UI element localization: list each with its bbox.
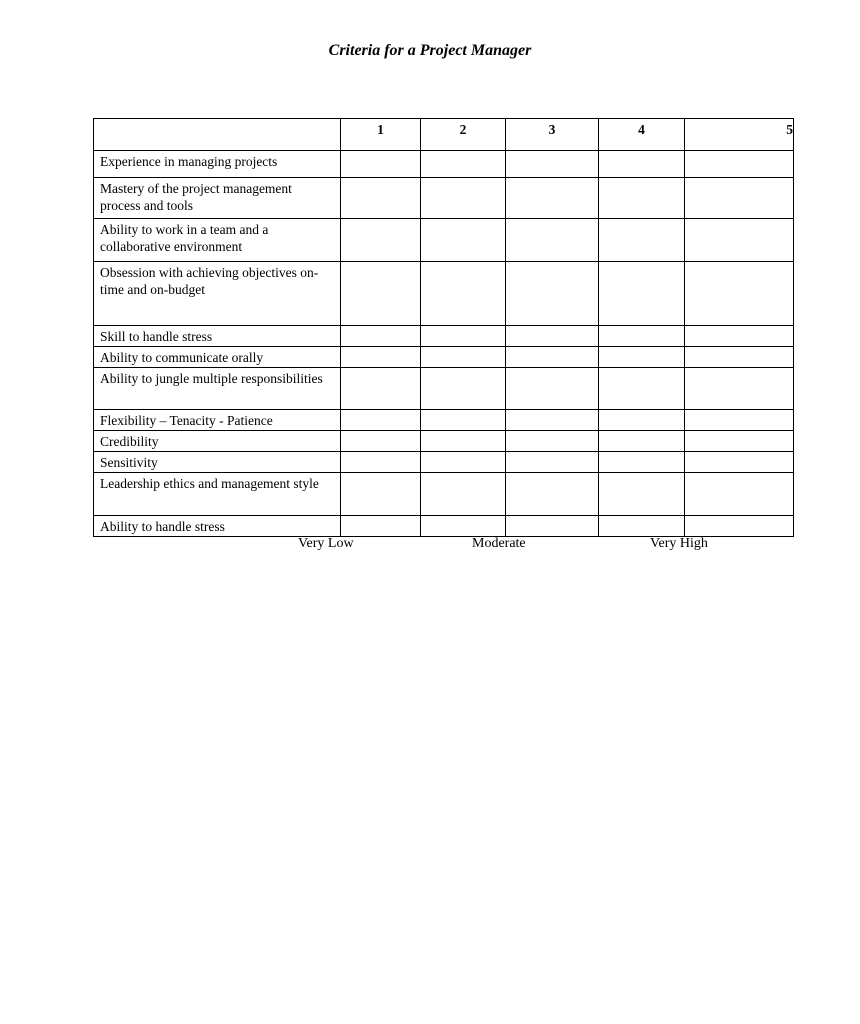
table-row — [94, 178, 794, 219]
criterion-label: Ability to communicate orally — [94, 347, 341, 368]
rating-cell[interactable] — [685, 347, 794, 368]
rating-header-4: 4 — [599, 119, 685, 151]
rating-cell[interactable] — [685, 262, 794, 326]
table-row — [94, 473, 794, 516]
rating-cell[interactable] — [599, 347, 685, 368]
rating-cell[interactable] — [421, 516, 506, 537]
rating-cell[interactable] — [685, 410, 794, 431]
rating-cell[interactable] — [341, 178, 421, 219]
rating-cell[interactable] — [506, 178, 599, 219]
rating-cell[interactable] — [685, 219, 794, 262]
criterion-label: Skill to handle stress — [94, 326, 341, 347]
rating-cell[interactable] — [506, 347, 599, 368]
rating-cell[interactable] — [341, 347, 421, 368]
rating-cell[interactable] — [685, 431, 794, 452]
rating-cell[interactable] — [685, 368, 794, 410]
rating-cell[interactable] — [599, 431, 685, 452]
rating-cell[interactable] — [421, 431, 506, 452]
rating-cell[interactable] — [599, 151, 685, 178]
table-row — [94, 326, 794, 347]
scale-label-very-low: Very Low — [298, 536, 354, 551]
rating-cell[interactable] — [599, 178, 685, 219]
rating-cell[interactable] — [506, 452, 599, 473]
rating-cell[interactable] — [421, 151, 506, 178]
criterion-label: Obsession with achieving objectives on-time and on-budget — [94, 262, 341, 326]
rating-cell[interactable] — [685, 452, 794, 473]
rating-cell[interactable] — [506, 516, 599, 537]
rating-cell[interactable] — [421, 178, 506, 219]
rating-cell[interactable] — [341, 262, 421, 326]
table-row — [94, 151, 794, 178]
rating-cell[interactable] — [685, 326, 794, 347]
criterion-label: Sensitivity — [94, 452, 341, 473]
rating-cell[interactable] — [421, 368, 506, 410]
rating-cell[interactable] — [506, 219, 599, 262]
rating-cell[interactable] — [599, 219, 685, 262]
rating-cell[interactable] — [341, 326, 421, 347]
table-row — [94, 262, 794, 326]
rating-table — [93, 118, 794, 537]
rating-cell[interactable] — [341, 151, 421, 178]
rating-cell[interactable] — [341, 431, 421, 452]
rating-header-3: 3 — [506, 119, 599, 151]
rating-header-2: 2 — [421, 119, 506, 151]
rating-header-5: 5 — [685, 119, 794, 151]
rating-cell[interactable] — [506, 431, 599, 452]
rating-cell[interactable] — [506, 262, 599, 326]
rating-cell[interactable] — [599, 368, 685, 410]
rating-cell[interactable] — [506, 151, 599, 178]
table-row — [94, 410, 794, 431]
rating-cell[interactable] — [685, 178, 794, 219]
rating-header-1: 1 — [341, 119, 421, 151]
criterion-label: Leadership ethics and management style — [94, 473, 341, 516]
criterion-label: Mastery of the project management process and tools — [94, 178, 341, 219]
rating-cell[interactable] — [685, 473, 794, 516]
table-row — [94, 516, 794, 537]
rating-cell[interactable] — [421, 473, 506, 516]
rating-cell[interactable] — [599, 452, 685, 473]
rating-cell[interactable] — [599, 326, 685, 347]
rating-cell[interactable] — [421, 326, 506, 347]
rating-cell[interactable] — [341, 516, 421, 537]
rating-cell[interactable] — [341, 452, 421, 473]
rating-cell[interactable] — [685, 516, 794, 537]
rating-cell[interactable] — [341, 368, 421, 410]
table-row — [94, 452, 794, 473]
rating-cell[interactable] — [506, 473, 599, 516]
criterion-label: Ability to jungle multiple responsibilities — [94, 368, 341, 410]
criterion-label: Ability to work in a team and a collaborative environment — [94, 219, 341, 262]
table-row — [94, 431, 794, 452]
rating-cell[interactable] — [341, 219, 421, 262]
rating-cell[interactable] — [599, 516, 685, 537]
rating-cell[interactable] — [599, 410, 685, 431]
rating-cell[interactable] — [341, 473, 421, 516]
rating-cell[interactable] — [685, 151, 794, 178]
rating-cell[interactable] — [341, 410, 421, 431]
rating-cell[interactable] — [506, 368, 599, 410]
rating-cell[interactable] — [506, 326, 599, 347]
rating-cell[interactable] — [599, 473, 685, 516]
rating-cell[interactable] — [421, 262, 506, 326]
criterion-label: Experience in managing projects — [94, 151, 341, 178]
header-blank-cell — [94, 119, 341, 151]
rating-cell[interactable] — [421, 410, 506, 431]
criterion-label: Credibility — [94, 431, 341, 452]
scale-label-very-high: Very High — [650, 536, 708, 551]
table-row — [94, 347, 794, 368]
document-title: Criteria for a Project Manager — [328, 42, 532, 59]
table-row — [94, 219, 794, 262]
rating-cell[interactable] — [421, 452, 506, 473]
rating-cell[interactable] — [599, 262, 685, 326]
scale-label-moderate: Moderate — [472, 536, 526, 551]
rating-cell[interactable] — [506, 410, 599, 431]
rating-cell[interactable] — [421, 347, 506, 368]
criterion-label: Flexibility – Tenacity - Patience — [94, 410, 341, 431]
header-row — [94, 119, 794, 151]
rating-cell[interactable] — [421, 219, 506, 262]
criterion-label: Ability to handle stress — [94, 516, 341, 537]
table-row — [94, 368, 794, 410]
